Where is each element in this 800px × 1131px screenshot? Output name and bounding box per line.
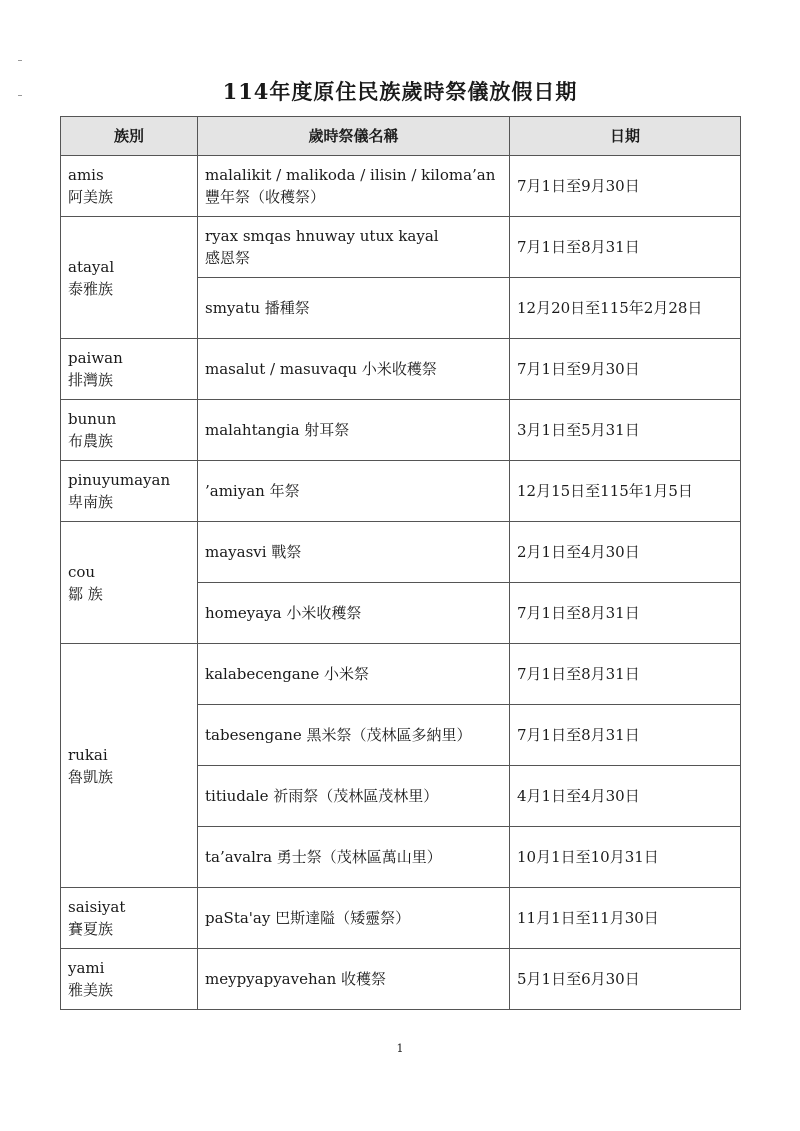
table-row — [61, 339, 741, 400]
festival-cell — [198, 278, 510, 339]
festival-cell — [198, 156, 510, 217]
tribe-cell — [61, 949, 198, 1010]
festival-table — [60, 116, 741, 1010]
festival-name: ta’avalra 勇士祭（茂林區萬山里） — [205, 848, 442, 866]
festival-cell — [198, 461, 510, 522]
table-row — [61, 888, 741, 949]
date-cell: 10月1日至10月31日 — [510, 827, 741, 888]
festival-name: tabesengane 黑米祭（茂林區多納里） — [205, 726, 472, 744]
tribe-name: bunun — [68, 410, 117, 428]
tribe-cell — [61, 644, 198, 888]
page-title: 114年度原住民族歲時祭儀放假日期 — [222, 79, 578, 104]
festival-name: ’amiyan 年祭 — [205, 482, 300, 500]
tribe-chinese-name: 雅美族 — [68, 981, 114, 999]
tribe-cell — [61, 522, 198, 644]
festival-name: malalikit / malikoda / ilisin / kiloma’an — [205, 166, 496, 184]
festival-chinese-name: 豐年祭（收穫祭） — [205, 188, 326, 206]
festival-cell — [198, 644, 510, 705]
date-cell: 7月1日至9月30日 — [510, 339, 741, 400]
table-row — [61, 461, 741, 522]
tribe-name: rukai — [68, 745, 108, 764]
festival-name: meypyapyavehan 收穫祭 — [205, 970, 386, 988]
date-cell: 12月15日至115年1月5日 — [510, 461, 741, 522]
festival-name: smyatu 播種祭 — [205, 299, 310, 317]
table-row — [61, 156, 741, 217]
tribe-chinese-name: 卑南族 — [68, 493, 114, 511]
date-cell: 7月1日至8月31日 — [510, 644, 741, 705]
tribe-name: atayal — [68, 257, 115, 276]
tribe-cell — [61, 156, 198, 217]
tribe-name: yami — [68, 959, 105, 977]
festival-cell — [198, 888, 510, 949]
date-cell: 12月20日至115年2月28日 — [510, 278, 741, 339]
date-cell: 4月1日至4月30日 — [510, 766, 741, 827]
festival-chinese-name: 感恩祭 — [205, 249, 251, 267]
tribe-cell — [61, 461, 198, 522]
festival-name: titiudale 祈雨祭（茂林區茂林里） — [205, 787, 439, 805]
festival-cell — [198, 827, 510, 888]
date-cell: 2月1日至4月30日 — [510, 522, 741, 583]
date-cell: 7月1日至8月31日 — [510, 217, 741, 278]
table-row — [61, 522, 741, 583]
date-cell: 3月1日至5月31日 — [510, 400, 741, 461]
tribe-chinese-name: 阿美族 — [68, 188, 114, 206]
festival-name: ryax smqas hnuway utux kayal — [205, 227, 439, 245]
tribe-chinese-name: 魯凱族 — [68, 767, 114, 786]
tribe-name: saisiyat — [68, 898, 126, 916]
header-date: 日期 — [510, 117, 741, 156]
tribe-cell — [61, 217, 198, 339]
tribe-cell — [61, 339, 198, 400]
page-number: 1 — [396, 1042, 404, 1055]
tribe-chinese-name: 排灣族 — [68, 371, 114, 389]
date-cell: 11月1日至11月30日 — [510, 888, 741, 949]
table-row — [61, 644, 741, 705]
tribe-cell — [61, 400, 198, 461]
festival-cell — [198, 583, 510, 644]
festival-name: mayasvi 戰祭 — [205, 543, 302, 561]
festival-cell — [198, 339, 510, 400]
festival-name: paSta'ay 巴斯達隘（矮靈祭） — [205, 909, 411, 927]
festival-cell — [198, 705, 510, 766]
date-cell: 5月1日至6月30日 — [510, 949, 741, 1010]
tribe-name: cou — [68, 562, 96, 581]
festival-cell — [198, 217, 510, 278]
tribe-chinese-name: 賽夏族 — [68, 920, 114, 938]
table-row — [61, 949, 741, 1010]
tribe-chinese-name: 泰雅族 — [68, 279, 114, 298]
date-cell: 7月1日至9月30日 — [510, 156, 741, 217]
table-row — [61, 400, 741, 461]
festival-name: homeyaya 小米收穫祭 — [205, 604, 362, 622]
festival-cell — [198, 522, 510, 583]
date-cell: 7月1日至8月31日 — [510, 705, 741, 766]
festival-name: kalabecengane 小米祭 — [205, 665, 370, 683]
tribe-name: amis — [68, 166, 104, 184]
tribe-name: pinuyumayan — [68, 471, 171, 489]
festival-name: malahtangia 射耳祭 — [205, 421, 350, 439]
festival-cell — [198, 400, 510, 461]
table-header-row — [61, 117, 741, 156]
festival-name: masalut / masuvaqu 小米收穫祭 — [205, 360, 437, 378]
date-cell: 7月1日至8月31日 — [510, 583, 741, 644]
header-tribe: 族別 — [61, 117, 198, 156]
tribe-cell — [61, 888, 198, 949]
table-row — [61, 217, 741, 278]
festival-cell — [198, 949, 510, 1010]
tribe-chinese-name: 布農族 — [68, 432, 114, 450]
tribe-chinese-name: 鄒 族 — [68, 584, 103, 603]
header-festival: 歲時祭儀名稱 — [198, 117, 510, 156]
tribe-name: paiwan — [68, 349, 123, 367]
scan-mark — [18, 60, 22, 61]
festival-cell — [198, 766, 510, 827]
